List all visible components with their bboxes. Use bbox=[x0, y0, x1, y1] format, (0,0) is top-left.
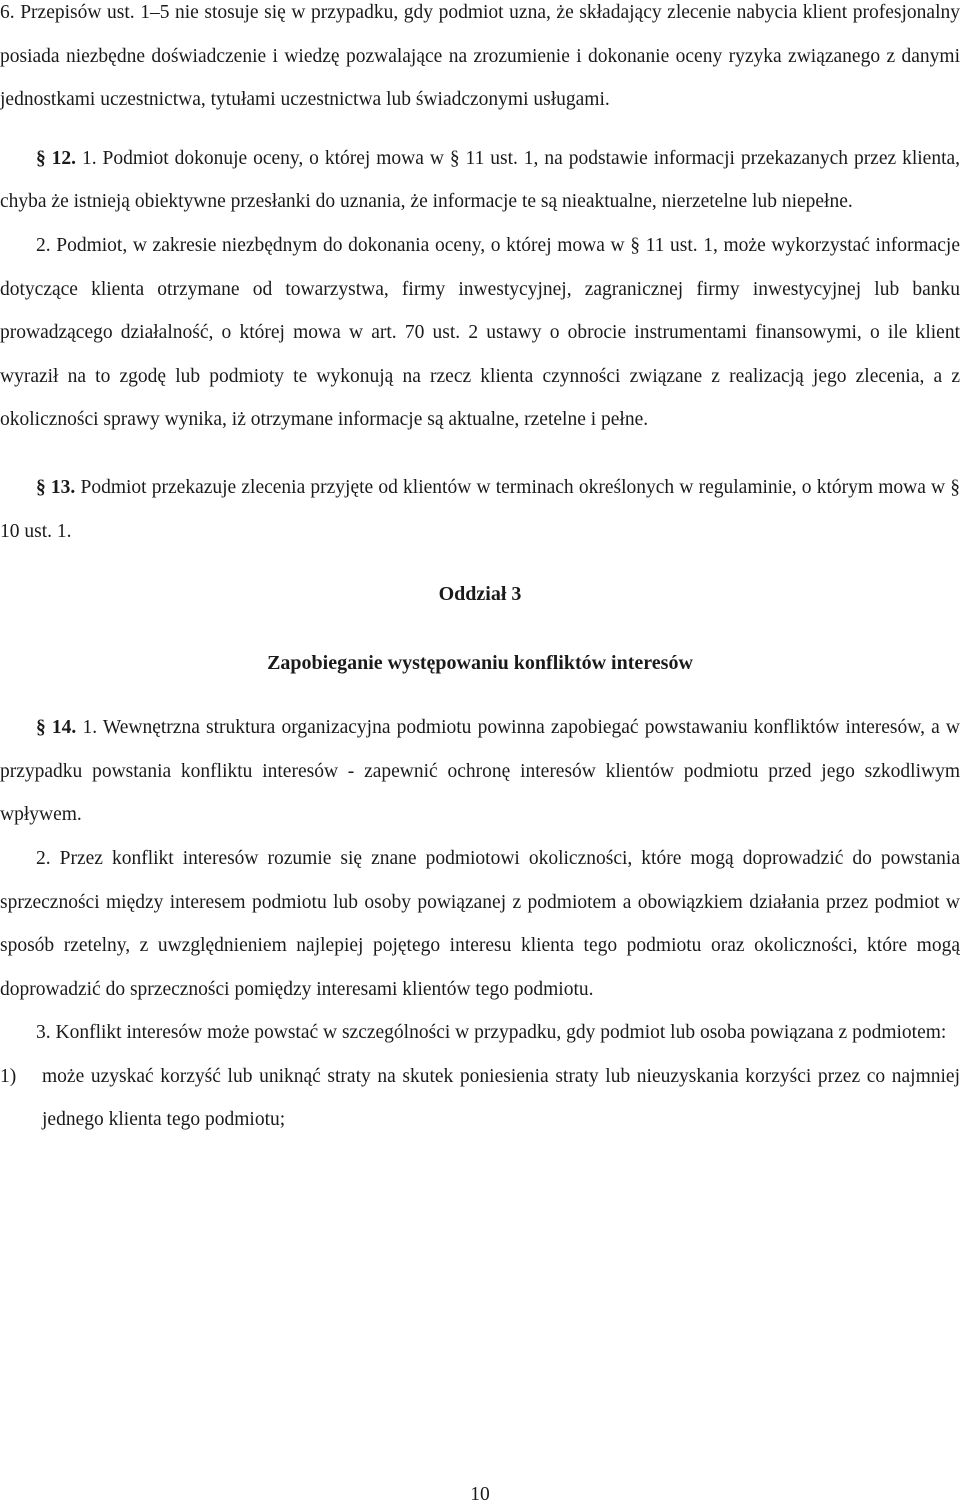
division-subtitle: Zapobieganie występowaniu konfliktów interesów bbox=[267, 652, 693, 675]
section-14-paragraph-1 bbox=[0, 706, 960, 837]
section-14-paragraph-2: 2. Przez konflikt interesów rozumie się znane podmiotowi okoliczności, które mogą doprowadzić do powstania sprzeczności między interesem podmiotu lub osoby powiązanej z podmiotem a obowiązkiem działania przez podmiot w sposób rzetelny, z uwzględnieniem najlepiej pojętego interesu klienta tego podmiotu oraz okoliczności, które mogą doprowadzić do sprzeczności pomiędzy interesami klientów tego podmiotu. bbox=[0, 847, 960, 1000]
section-12-paragraph-2: 2. Podmiot, w zakresie niezbędnym do dokonania oceny, o której mowa w § 11 ust. 1, może wykorzystać informacje dotyczące klienta otrzymane od towarzystwa, firmy inwestycyjnej, zagranicznej firmy inwestycyjnej lub banku prowadzącego działalność, o której mowa w art. 70 ust. 2 ustawy o obrocie instrumentami finansowymi, o ile klient wyraził na to zgodę lub podmioty te wykonują na rzecz klienta czynności związane z realizacją jego zlecenia, a z okoliczności sprawy wynika, iż otrzymane informacje są aktualne, rzetelne i pełne. bbox=[0, 234, 960, 431]
page-number: 10 bbox=[470, 1484, 490, 1505]
list-item bbox=[0, 1055, 960, 1142]
division-title: Oddział 3 bbox=[438, 583, 522, 606]
section-13-number: § 13. bbox=[36, 476, 76, 498]
section-14-p1-text: 1. Wewnętrzna struktura organizacyjna podmiotu powinna zapobiegać powstawaniu konfliktów interesów, a w przypadku powstania konfliktu interesów - zapewnić ochronę interesów klientów podmiotu przed jego szkodliwym wpływem. bbox=[0, 717, 960, 826]
section-12-number: § 12. bbox=[36, 147, 77, 169]
section-12-paragraph-1 bbox=[0, 137, 960, 224]
list-item-number: 1) bbox=[0, 1065, 17, 1087]
section-12-p1-text: 1. Podmiot dokonuje oceny, o której mowa w § 11 ust. 1, na podstawie informacji przekazanych przez klienta, chyba że istnieją obiektywne przesłanki do uznania, że informacje te są nieaktualne, nierzetelne lub niepełne. bbox=[0, 147, 960, 213]
section-14-number: § 14. bbox=[36, 717, 77, 739]
paragraph-6: 6. Przepisów ust. 1–5 nie stosuje się w przypadku, gdy podmiot uzna, że składający zlecenie nabycia klient profesjonalny posiada niezbędne doświadczenie i wiedzę pozwalające na zrozumienie i dokonanie oceny ryzyka związanego z danymi jednostkami uczestnictwa, tytułami uczestnictwa lub świadczonymi usługami. bbox=[0, 2, 960, 111]
section-13-text: Podmiot przekazuje zlecenia przyjęte od klientów w terminach określonych w regulaminie, o którym mowa w § 10 ust. 1. bbox=[0, 476, 960, 542]
section-13-paragraph bbox=[0, 466, 960, 553]
list-item-text: może uzyskać korzyść lub uniknąć straty na skutek poniesienia straty lub nieuzyskania korzyści przez co najmniej jednego klienta tego podmiotu; bbox=[42, 1065, 960, 1131]
section-14-paragraph-3: 3. Konflikt interesów może powstać w szczególności w przypadku, gdy podmiot lub osoba powiązana z podmiotem: bbox=[36, 1022, 947, 1044]
